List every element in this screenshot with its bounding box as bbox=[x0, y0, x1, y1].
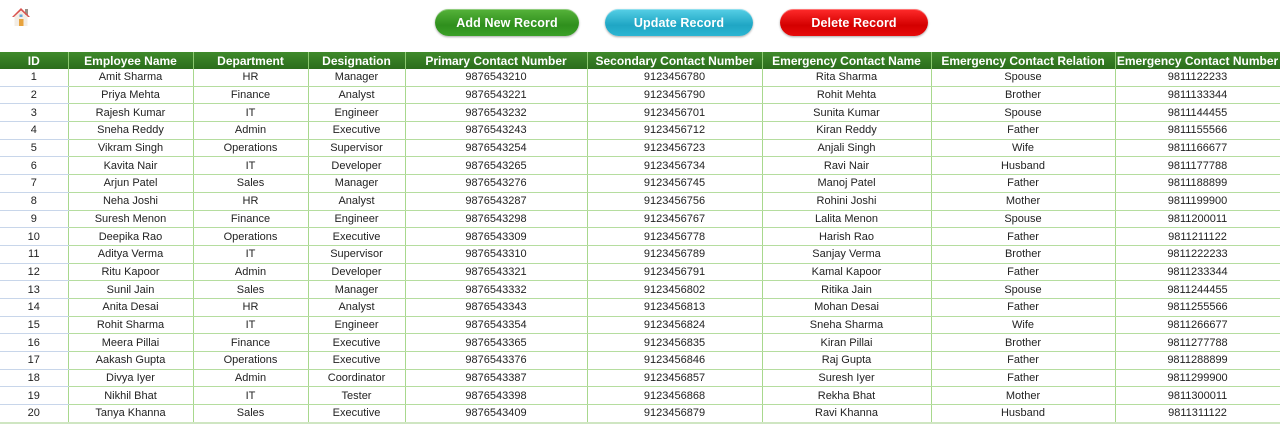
table-row[interactable] bbox=[0, 86, 1280, 104]
cell-secondary-contact[interactable]: 9123456712 bbox=[587, 122, 762, 140]
cell-emergency-contact-relation[interactable]: Brother bbox=[931, 245, 1115, 263]
cell-id[interactable]: 8 bbox=[0, 192, 68, 210]
cell-employee-name[interactable]: Anita Desai bbox=[68, 298, 193, 316]
cell-designation[interactable]: Coordinator bbox=[308, 369, 405, 387]
cell-employee-name[interactable]: Vikram Singh bbox=[68, 139, 193, 157]
table-row[interactable] bbox=[0, 122, 1280, 140]
cell-primary-contact[interactable]: 9876543354 bbox=[405, 316, 587, 334]
cell-designation[interactable]: Analyst bbox=[308, 86, 405, 104]
cell-emergency-contact-name[interactable]: Lalita Menon bbox=[762, 210, 931, 228]
cell-emergency-contact-relation[interactable]: Wife bbox=[931, 139, 1115, 157]
cell-id[interactable]: 11 bbox=[0, 245, 68, 263]
cell-primary-contact[interactable]: 9876543332 bbox=[405, 281, 587, 299]
cell-employee-name[interactable]: Meera Pillai bbox=[68, 334, 193, 352]
cell-emergency-contact-name[interactable]: Rohit Mehta bbox=[762, 86, 931, 104]
cell-id[interactable]: 5 bbox=[0, 139, 68, 157]
cell-primary-contact[interactable]: 9876543232 bbox=[405, 104, 587, 122]
cell-id[interactable]: 1 bbox=[0, 69, 68, 86]
cell-department[interactable]: IT bbox=[193, 316, 308, 334]
cell-secondary-contact[interactable]: 9123456778 bbox=[587, 228, 762, 246]
cell-id[interactable]: 17 bbox=[0, 352, 68, 370]
cell-id[interactable]: 20 bbox=[0, 405, 68, 423]
cell-emergency-contact-relation[interactable]: Brother bbox=[931, 334, 1115, 352]
delete-record-button[interactable]: Delete Record bbox=[780, 9, 928, 36]
cell-department[interactable]: Finance bbox=[193, 334, 308, 352]
cell-primary-contact[interactable]: 9876543221 bbox=[405, 86, 587, 104]
cell-secondary-contact[interactable]: 9123456790 bbox=[587, 86, 762, 104]
cell-secondary-contact[interactable]: 9123456824 bbox=[587, 316, 762, 334]
cell-employee-name[interactable]: Deepika Rao bbox=[68, 228, 193, 246]
cell-employee-name[interactable]: Aakash Gupta bbox=[68, 352, 193, 370]
cell-department[interactable]: IT bbox=[193, 104, 308, 122]
cell-id[interactable]: 18 bbox=[0, 369, 68, 387]
home-button[interactable] bbox=[10, 6, 32, 28]
cell-primary-contact[interactable]: 9876543376 bbox=[405, 352, 587, 370]
table-row[interactable] bbox=[0, 139, 1280, 157]
table-row[interactable] bbox=[0, 245, 1280, 263]
cell-employee-name[interactable]: Rohit Sharma bbox=[68, 316, 193, 334]
cell-emergency-contact-name[interactable]: Manoj Patel bbox=[762, 175, 931, 193]
cell-emergency-contact-relation[interactable]: Father bbox=[931, 228, 1115, 246]
cell-secondary-contact[interactable]: 9123456791 bbox=[587, 263, 762, 281]
cell-id[interactable]: 10 bbox=[0, 228, 68, 246]
cell-emergency-contact-number[interactable]: 9811233344 bbox=[1115, 263, 1280, 281]
cell-emergency-contact-name[interactable]: Kiran Pillai bbox=[762, 334, 931, 352]
cell-emergency-contact-relation[interactable]: Husband bbox=[931, 405, 1115, 423]
cell-employee-name[interactable]: Arjun Patel bbox=[68, 175, 193, 193]
cell-primary-contact[interactable]: 9876543243 bbox=[405, 122, 587, 140]
cell-emergency-contact-relation[interactable]: Father bbox=[931, 352, 1115, 370]
cell-department[interactable]: Operations bbox=[193, 228, 308, 246]
column-header-emergency-contact-name[interactable]: Emergency Contact Name bbox=[762, 52, 931, 69]
cell-emergency-contact-number[interactable]: 9811211122 bbox=[1115, 228, 1280, 246]
header-row bbox=[0, 52, 1280, 69]
cell-emergency-contact-relation[interactable]: Spouse bbox=[931, 210, 1115, 228]
cell-designation[interactable]: Supervisor bbox=[308, 139, 405, 157]
cell-emergency-contact-name[interactable]: Rekha Bhat bbox=[762, 387, 931, 405]
cell-id[interactable]: 16 bbox=[0, 334, 68, 352]
cell-emergency-contact-relation[interactable]: Father bbox=[931, 263, 1115, 281]
cell-designation[interactable]: Engineer bbox=[308, 210, 405, 228]
update-record-button[interactable]: Update Record bbox=[605, 9, 753, 36]
cell-id[interactable]: 2 bbox=[0, 86, 68, 104]
cell-secondary-contact[interactable]: 9123456745 bbox=[587, 175, 762, 193]
cell-primary-contact[interactable]: 9876543310 bbox=[405, 245, 587, 263]
cell-primary-contact[interactable]: 9876543254 bbox=[405, 139, 587, 157]
cell-designation[interactable]: Supervisor bbox=[308, 245, 405, 263]
cell-primary-contact[interactable]: 9876543409 bbox=[405, 405, 587, 423]
cell-id[interactable]: 14 bbox=[0, 298, 68, 316]
cell-primary-contact[interactable]: 9876543365 bbox=[405, 334, 587, 352]
cell-employee-name[interactable]: Rajesh Kumar bbox=[68, 104, 193, 122]
cell-department[interactable]: Finance bbox=[193, 86, 308, 104]
cell-designation[interactable]: Executive bbox=[308, 334, 405, 352]
cell-secondary-contact[interactable]: 9123456789 bbox=[587, 245, 762, 263]
cell-emergency-contact-number[interactable]: 9811188899 bbox=[1115, 175, 1280, 193]
column-header-designation[interactable]: Designation bbox=[308, 52, 405, 69]
cell-emergency-contact-number[interactable]: 9811177788 bbox=[1115, 157, 1280, 175]
cell-emergency-contact-number[interactable]: 9811155566 bbox=[1115, 122, 1280, 140]
cell-emergency-contact-number[interactable]: 9811277788 bbox=[1115, 334, 1280, 352]
table-row[interactable] bbox=[0, 210, 1280, 228]
table-row[interactable] bbox=[0, 281, 1280, 299]
table-row[interactable] bbox=[0, 228, 1280, 246]
table-row[interactable] bbox=[0, 352, 1280, 370]
cell-designation[interactable]: Manager bbox=[308, 281, 405, 299]
cell-designation[interactable]: Manager bbox=[308, 175, 405, 193]
cell-secondary-contact[interactable]: 9123456857 bbox=[587, 369, 762, 387]
cell-id[interactable]: 12 bbox=[0, 263, 68, 281]
cell-emergency-contact-relation[interactable]: Father bbox=[931, 298, 1115, 316]
table-row[interactable] bbox=[0, 104, 1280, 122]
cell-id[interactable]: 6 bbox=[0, 157, 68, 175]
cell-emergency-contact-relation[interactable]: Father bbox=[931, 175, 1115, 193]
cell-primary-contact[interactable]: 9876543210 bbox=[405, 69, 587, 86]
cell-id[interactable]: 15 bbox=[0, 316, 68, 334]
cell-department[interactable]: IT bbox=[193, 387, 308, 405]
cell-emergency-contact-number[interactable]: 9811133344 bbox=[1115, 86, 1280, 104]
cell-primary-contact[interactable]: 9876543343 bbox=[405, 298, 587, 316]
column-header-emergency-contact-number[interactable]: Emergency Contact Number bbox=[1116, 53, 1279, 68]
cell-id[interactable]: 7 bbox=[0, 175, 68, 193]
table-row[interactable] bbox=[0, 316, 1280, 334]
cell-emergency-contact-number[interactable]: 9811299900 bbox=[1115, 369, 1280, 387]
cell-emergency-contact-relation[interactable]: Wife bbox=[931, 316, 1115, 334]
cell-designation[interactable]: Executive bbox=[308, 352, 405, 370]
cell-emergency-contact-name[interactable]: Ravi Khanna bbox=[762, 405, 931, 423]
cell-designation[interactable]: Analyst bbox=[308, 192, 405, 210]
cell-primary-contact[interactable]: 9876543387 bbox=[405, 369, 587, 387]
cell-secondary-contact[interactable]: 9123456813 bbox=[587, 298, 762, 316]
cell-emergency-contact-name[interactable]: Harish Rao bbox=[762, 228, 931, 246]
cell-secondary-contact[interactable]: 9123456756 bbox=[587, 192, 762, 210]
cell-department[interactable]: Admin bbox=[193, 122, 308, 140]
cell-secondary-contact[interactable]: 9123456868 bbox=[587, 387, 762, 405]
cell-secondary-contact[interactable]: 9123456802 bbox=[587, 281, 762, 299]
cell-id[interactable]: 3 bbox=[0, 104, 68, 122]
cell-primary-contact[interactable]: 9876543398 bbox=[405, 387, 587, 405]
cell-emergency-contact-number[interactable]: 9811122233 bbox=[1115, 69, 1280, 86]
cell-emergency-contact-name[interactable]: Sneha Sharma bbox=[762, 316, 931, 334]
column-header-id[interactable]: ID bbox=[0, 52, 68, 69]
cell-department[interactable]: HR bbox=[193, 192, 308, 210]
cell-emergency-contact-name[interactable]: Kamal Kapoor bbox=[762, 263, 931, 281]
table-row[interactable] bbox=[0, 175, 1280, 193]
cell-employee-name[interactable]: Aditya Verma bbox=[68, 245, 193, 263]
add-new-record-button[interactable]: Add New Record bbox=[435, 9, 579, 36]
cell-emergency-contact-relation[interactable]: Father bbox=[931, 122, 1115, 140]
cell-designation[interactable]: Engineer bbox=[308, 104, 405, 122]
cell-emergency-contact-number[interactable]: 9811266677 bbox=[1115, 316, 1280, 334]
column-header-secondary-contact[interactable]: Secondary Contact Number bbox=[587, 52, 762, 69]
cell-designation[interactable]: Analyst bbox=[308, 298, 405, 316]
table-row[interactable] bbox=[0, 405, 1280, 423]
cell-emergency-contact-name[interactable]: Raj Gupta bbox=[762, 352, 931, 370]
cell-primary-contact[interactable]: 9876543287 bbox=[405, 192, 587, 210]
cell-emergency-contact-number[interactable]: 9811200011 bbox=[1115, 210, 1280, 228]
cell-designation[interactable]: Developer bbox=[308, 157, 405, 175]
cell-secondary-contact[interactable]: 9123456780 bbox=[587, 69, 762, 86]
cell-emergency-contact-number[interactable]: 9811288899 bbox=[1115, 352, 1280, 370]
cell-emergency-contact-relation[interactable]: Father bbox=[931, 369, 1115, 387]
cell-emergency-contact-number[interactable]: 9811255566 bbox=[1115, 298, 1280, 316]
cell-primary-contact[interactable]: 9876543298 bbox=[405, 210, 587, 228]
cell-emergency-contact-relation[interactable]: Spouse bbox=[931, 104, 1115, 122]
cell-emergency-contact-number[interactable]: 9811166677 bbox=[1115, 139, 1280, 157]
cell-employee-name[interactable]: Nikhil Bhat bbox=[68, 387, 193, 405]
cell-emergency-contact-name[interactable]: Rohini Joshi bbox=[762, 192, 931, 210]
cell-department[interactable]: Operations bbox=[193, 352, 308, 370]
cell-department[interactable]: Admin bbox=[193, 369, 308, 387]
cell-department[interactable]: IT bbox=[193, 157, 308, 175]
cell-designation[interactable]: Executive bbox=[308, 405, 405, 423]
column-header-emergency-contact-relation[interactable]: Emergency Contact Relation bbox=[931, 52, 1115, 69]
cell-emergency-contact-relation[interactable]: Spouse bbox=[931, 281, 1115, 299]
cell-emergency-contact-relation[interactable]: Husband bbox=[931, 157, 1115, 175]
cell-designation[interactable]: Executive bbox=[308, 228, 405, 246]
table-row[interactable] bbox=[0, 334, 1280, 352]
cell-employee-name[interactable]: Neha Joshi bbox=[68, 192, 193, 210]
cell-secondary-contact[interactable]: 9123456767 bbox=[587, 210, 762, 228]
cell-id[interactable]: 9 bbox=[0, 210, 68, 228]
cell-employee-name[interactable]: Amit Sharma bbox=[68, 69, 193, 86]
cell-emergency-contact-relation[interactable]: Mother bbox=[931, 387, 1115, 405]
table-row[interactable] bbox=[0, 157, 1280, 175]
cell-emergency-contact-number[interactable]: 9811244455 bbox=[1115, 281, 1280, 299]
cell-emergency-contact-relation[interactable]: Brother bbox=[931, 86, 1115, 104]
column-header-department[interactable]: Department bbox=[193, 52, 308, 69]
cell-department[interactable]: Finance bbox=[193, 210, 308, 228]
cell-emergency-contact-relation[interactable]: Spouse bbox=[931, 69, 1115, 86]
cell-secondary-contact[interactable]: 9123456734 bbox=[587, 157, 762, 175]
table-row[interactable] bbox=[0, 387, 1280, 405]
cell-department[interactable]: Sales bbox=[193, 175, 308, 193]
cell-emergency-contact-name[interactable]: Sunita Kumar bbox=[762, 104, 931, 122]
cell-id[interactable]: 13 bbox=[0, 281, 68, 299]
cell-designation[interactable]: Tester bbox=[308, 387, 405, 405]
cell-id[interactable]: 4 bbox=[0, 122, 68, 140]
cell-employee-name[interactable]: Kavita Nair bbox=[68, 157, 193, 175]
cell-secondary-contact[interactable]: 9123456835 bbox=[587, 334, 762, 352]
column-header-employee-name[interactable]: Employee Name bbox=[68, 52, 193, 69]
cell-id[interactable]: 19 bbox=[0, 387, 68, 405]
cell-emergency-contact-name[interactable]: Kiran Reddy bbox=[762, 122, 931, 140]
cell-primary-contact[interactable]: 9876543309 bbox=[405, 228, 587, 246]
cell-emergency-contact-number[interactable]: 9811144455 bbox=[1115, 104, 1280, 122]
cell-primary-contact[interactable]: 9876543321 bbox=[405, 263, 587, 281]
table-row[interactable] bbox=[0, 263, 1280, 281]
cell-department[interactable]: IT bbox=[193, 245, 308, 263]
cell-emergency-contact-number[interactable]: 9811222233 bbox=[1115, 245, 1280, 263]
table-row[interactable] bbox=[0, 192, 1280, 210]
cell-department[interactable]: HR bbox=[193, 298, 308, 316]
table-row[interactable] bbox=[0, 298, 1280, 316]
cell-emergency-contact-number[interactable]: 9811311122 bbox=[1115, 405, 1280, 423]
cell-designation[interactable]: Engineer bbox=[308, 316, 405, 334]
cell-designation[interactable]: Developer bbox=[308, 263, 405, 281]
cell-secondary-contact[interactable]: 9123456846 bbox=[587, 352, 762, 370]
cell-department[interactable]: Sales bbox=[193, 281, 308, 299]
cell-emergency-contact-relation[interactable]: Mother bbox=[931, 192, 1115, 210]
cell-emergency-contact-name[interactable]: Mohan Desai bbox=[762, 298, 931, 316]
cell-primary-contact[interactable]: 9876543265 bbox=[405, 157, 587, 175]
table-row[interactable] bbox=[0, 369, 1280, 387]
cell-department[interactable]: Sales bbox=[193, 405, 308, 423]
cell-secondary-contact[interactable]: 9123456701 bbox=[587, 104, 762, 122]
cell-employee-name[interactable]: Priya Mehta bbox=[68, 86, 193, 104]
cell-emergency-contact-name[interactable]: Anjali Singh bbox=[762, 139, 931, 157]
cell-designation[interactable]: Manager bbox=[308, 69, 405, 86]
table-row[interactable] bbox=[0, 69, 1280, 86]
cell-emergency-contact-number[interactable]: 9811300011 bbox=[1115, 387, 1280, 405]
cell-employee-name[interactable]: Sunil Jain bbox=[68, 281, 193, 299]
column-header-primary-contact[interactable]: Primary Contact Number bbox=[405, 52, 587, 69]
house-icon bbox=[10, 6, 32, 28]
cell-emergency-contact-name[interactable]: Rita Sharma bbox=[762, 69, 931, 86]
cell-department[interactable]: Admin bbox=[193, 263, 308, 281]
cell-emergency-contact-number[interactable]: 9811199900 bbox=[1115, 192, 1280, 210]
cell-emergency-contact-name[interactable]: Suresh Iyer bbox=[762, 369, 931, 387]
employee-contacts-table bbox=[0, 52, 1280, 424]
cell-primary-contact[interactable]: 9876543276 bbox=[405, 175, 587, 193]
cell-employee-name[interactable]: Ritu Kapoor bbox=[68, 263, 193, 281]
cell-secondary-contact[interactable]: 9123456879 bbox=[587, 405, 762, 423]
cell-emergency-contact-name[interactable]: Sanjay Verma bbox=[762, 245, 931, 263]
cell-emergency-contact-name[interactable]: Ravi Nair bbox=[762, 157, 931, 175]
cell-employee-name[interactable]: Sneha Reddy bbox=[68, 122, 193, 140]
cell-department[interactable]: HR bbox=[193, 69, 308, 86]
cell-secondary-contact[interactable]: 9123456723 bbox=[587, 139, 762, 157]
cell-department[interactable]: Operations bbox=[193, 139, 308, 157]
cell-employee-name[interactable]: Tanya Khanna bbox=[68, 405, 193, 423]
cell-employee-name[interactable]: Divya Iyer bbox=[68, 369, 193, 387]
cell-employee-name[interactable]: Suresh Menon bbox=[68, 210, 193, 228]
cell-designation[interactable]: Executive bbox=[308, 122, 405, 140]
cell-emergency-contact-name[interactable]: Ritika Jain bbox=[762, 281, 931, 299]
